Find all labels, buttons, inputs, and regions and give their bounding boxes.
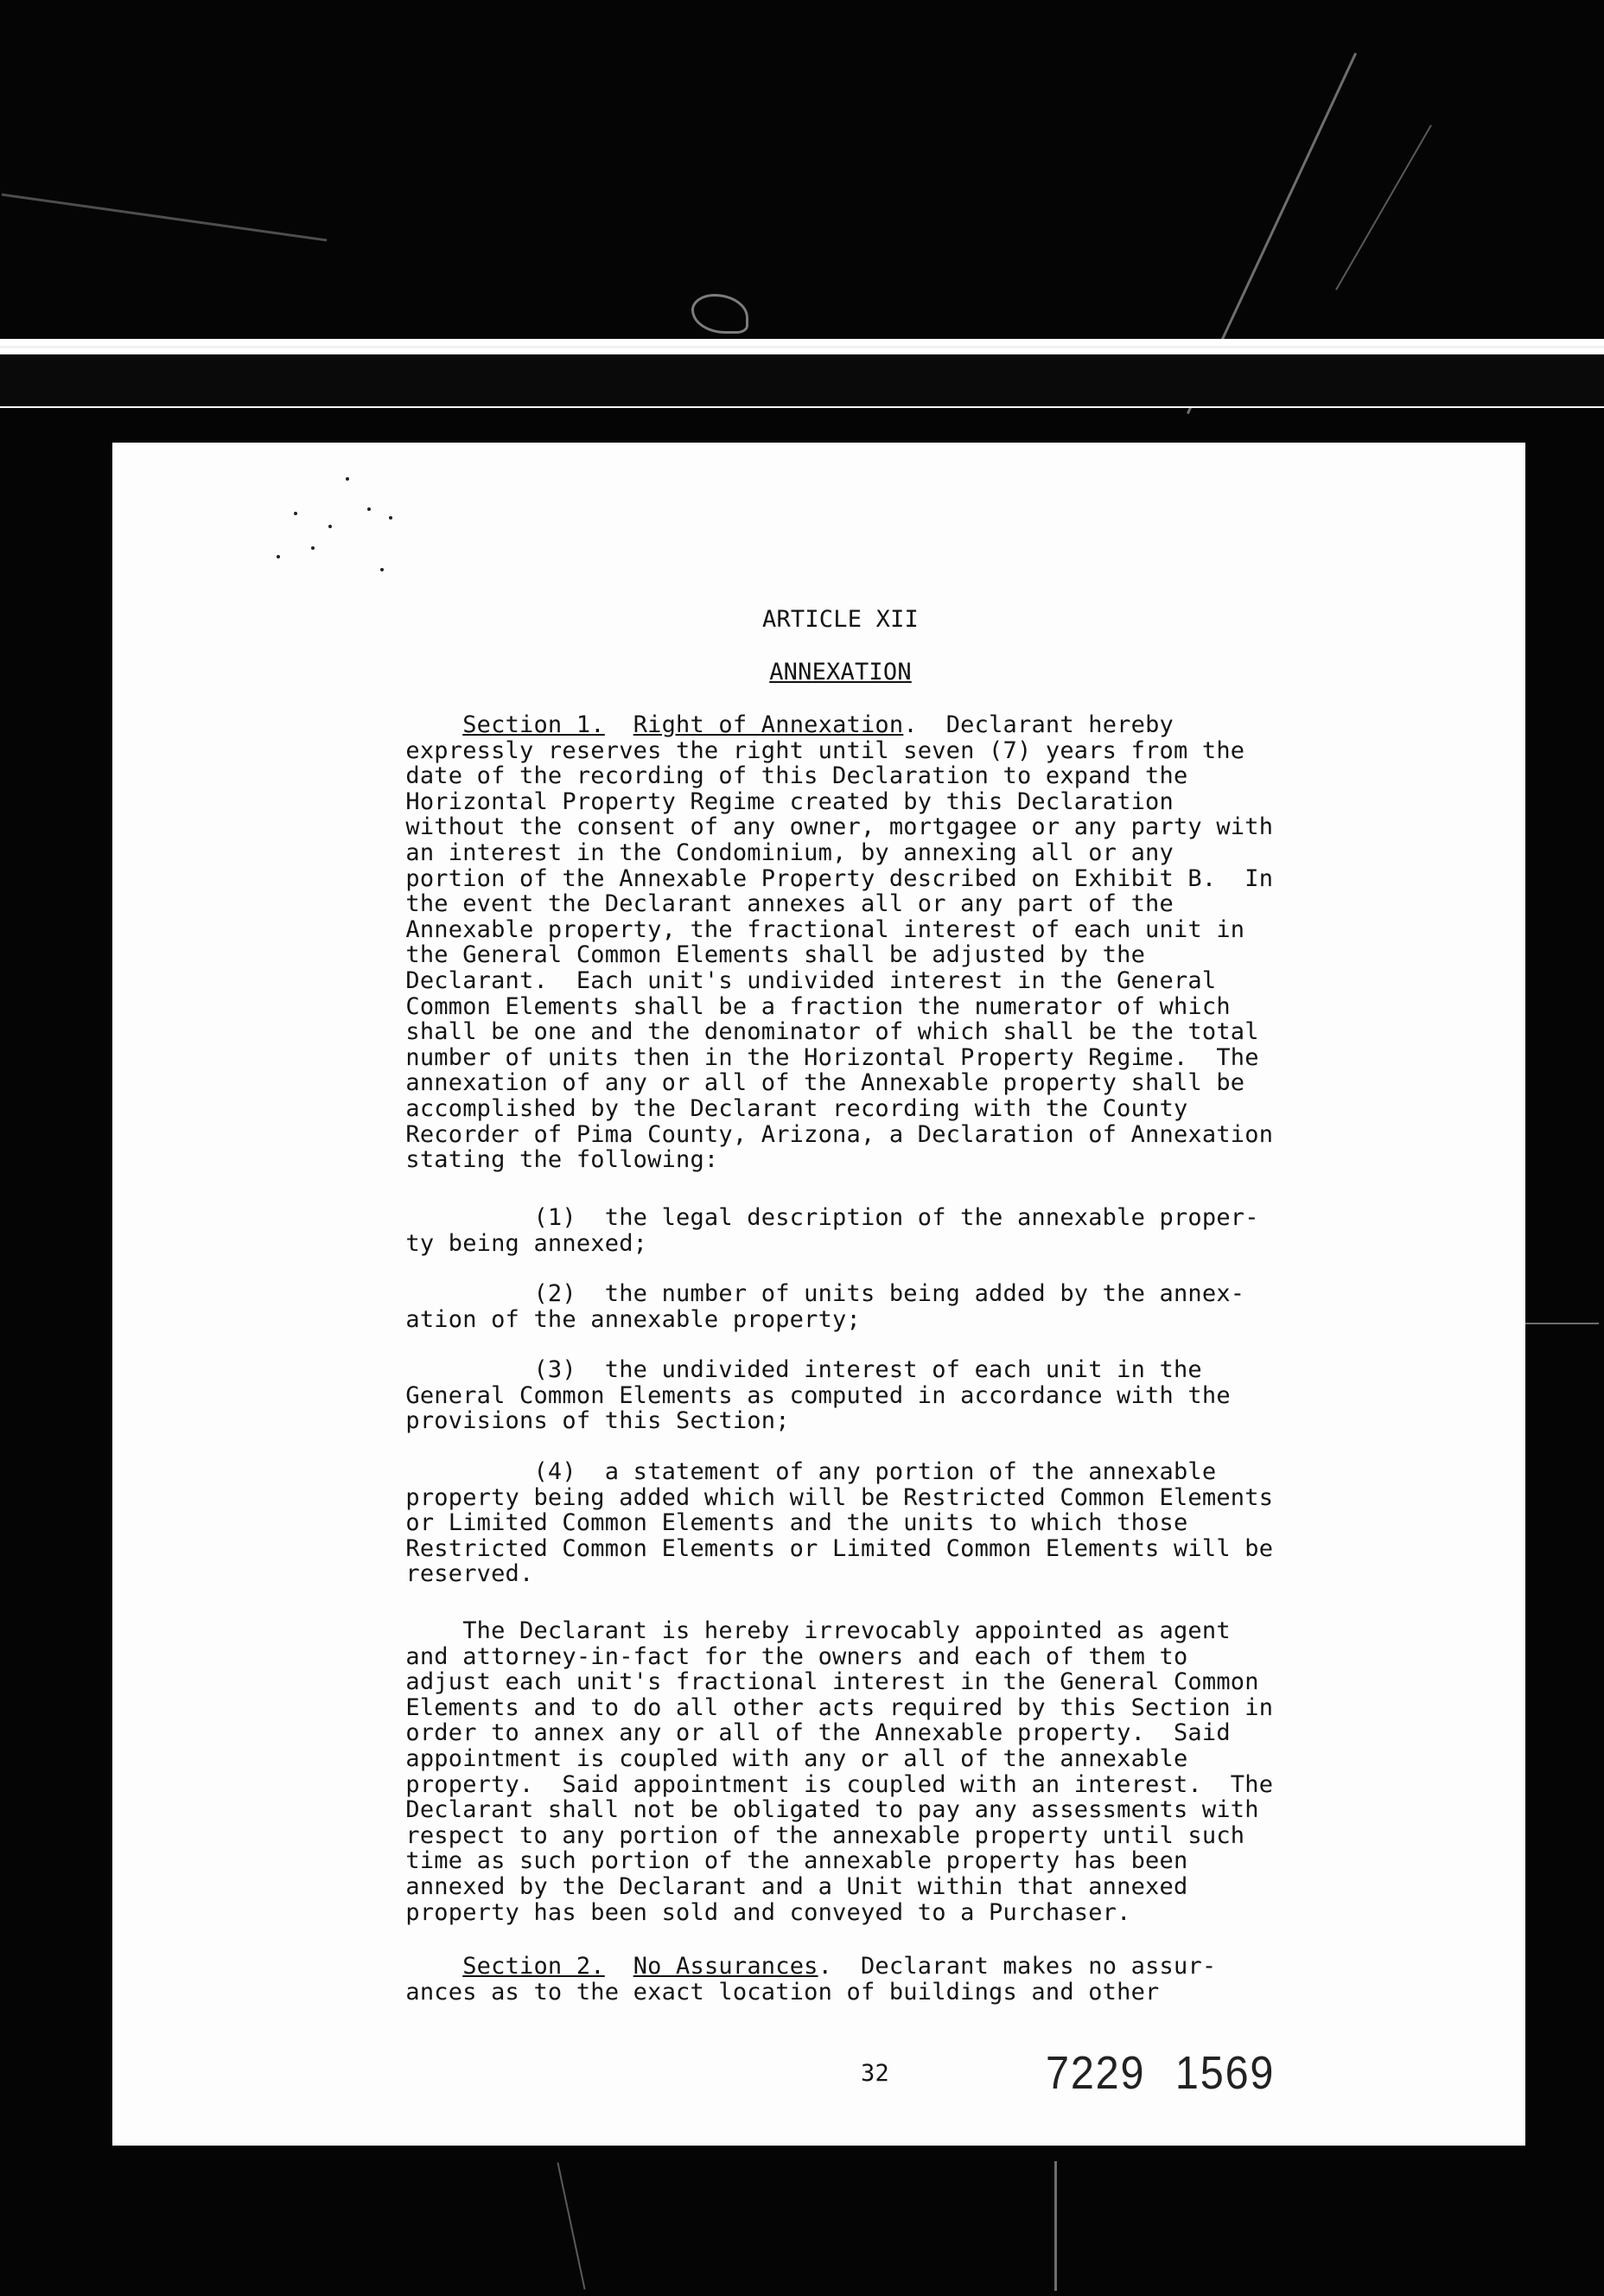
text-line: or Limited Common Elements and the units to which those bbox=[363, 1509, 1188, 1537]
text-line: Common Elements shall be a fraction the numerator of which bbox=[363, 992, 1231, 1020]
list-item bbox=[363, 1205, 1512, 1256]
text-line: accomplished by the Declarant recording with the County bbox=[363, 1094, 1188, 1122]
text-line: an interest in the Condominium, by annexing all or any bbox=[363, 839, 1174, 866]
scan-artifact bbox=[557, 2162, 585, 2289]
text-line: the General Common Elements shall be adjusted by the bbox=[363, 941, 1146, 969]
section-2-line2: ances as to the exact location of buildings and other bbox=[363, 1978, 1160, 2006]
text-line: property has been sold and conveyed to a Purchaser. bbox=[363, 1898, 1131, 1926]
text-line: adjust each unit's fractional interest in the General Common bbox=[363, 1668, 1259, 1696]
agent-paragraph bbox=[363, 1618, 1512, 1925]
section-1-title: Right of Annexation bbox=[633, 711, 904, 738]
text-line: Horizontal Property Regime created by this Declaration bbox=[363, 788, 1174, 815]
section-2-label: Section 2. bbox=[462, 1953, 605, 1980]
text-line: order to annex any or all of the Annexable property. Said bbox=[363, 1719, 1231, 1747]
text-line: the event the Declarant annexes all or any part of the bbox=[363, 890, 1174, 918]
section-1: Section 1. Right of Annexation. Declarant hereby bbox=[462, 711, 1174, 738]
text-line: reserved. bbox=[363, 1560, 534, 1588]
text-line: Recorder of Pima County, Arizona, a Declaration of Annexation bbox=[363, 1120, 1274, 1148]
text-line: Restricted Common Elements or Limited Common Elements will be bbox=[363, 1534, 1274, 1562]
text-line: shall be one and the denominator of which shall be the total bbox=[363, 1018, 1259, 1046]
text-line: number of units then in the Horizontal Property Regime. The bbox=[363, 1043, 1259, 1071]
list-item bbox=[363, 1281, 1512, 1332]
text-line: expressly reserves the right until seven (7) years from the bbox=[363, 737, 1245, 764]
text-line: provisions of this Section; bbox=[363, 1407, 790, 1435]
scan-artifact bbox=[1335, 124, 1432, 290]
section-1-label: Section 1. bbox=[462, 711, 605, 738]
text-line: Annexable property, the fractional interest of each unit in bbox=[363, 915, 1245, 943]
text-line: portion of the Annexable Property described on Exhibit B. In bbox=[363, 864, 1274, 892]
text-line: The Declarant is hereby irrevocably appointed as agent bbox=[363, 1617, 1231, 1644]
text-line: and attorney-in-fact for the owners and each of them to bbox=[363, 1642, 1188, 1670]
text-line: property being added which will be Restricted Common Elements bbox=[363, 1483, 1274, 1511]
text-line: appointment is coupled with any or all of the annexable bbox=[363, 1744, 1188, 1772]
text-line: without the consent of any owner, mortgagee or any party with bbox=[363, 813, 1274, 841]
text-line: Declarant shall not be obligated to pay any assessments with bbox=[363, 1796, 1259, 1824]
text-line: (2) the number of units being added by the annex- bbox=[363, 1280, 1245, 1307]
text-line: General Common Elements as computed in accordance with the bbox=[363, 1381, 1231, 1409]
article-subtitle: ANNEXATION bbox=[769, 659, 912, 686]
list-item bbox=[363, 1459, 1512, 1587]
text-line: (1) the legal description of the annexable proper- bbox=[363, 1204, 1259, 1231]
document-text bbox=[112, 443, 1525, 2146]
text-line: Declarant. Each unit's undivided interest in the General bbox=[363, 966, 1217, 994]
page-number: 32 bbox=[861, 2060, 889, 2087]
text-line: property. Said appointment is coupled with an interest. The bbox=[363, 1770, 1274, 1798]
text-line: ty being annexed; bbox=[363, 1229, 648, 1257]
text-line: time as such portion of the annexable property has been bbox=[363, 1847, 1188, 1875]
scan-artifact bbox=[2, 194, 328, 242]
text-line: ation of the annexable property; bbox=[363, 1305, 861, 1333]
scan-band-line bbox=[0, 346, 1604, 348]
text-line: (3) the undivided interest of each unit in the bbox=[363, 1356, 1202, 1383]
text-line: annexation of any or all of the Annexable property shall be bbox=[363, 1069, 1245, 1097]
scan-artifact bbox=[691, 294, 748, 334]
section-2: Section 2. No Assurances. Declarant makes no assur- bbox=[462, 1953, 1217, 1980]
text-line: Elements and to do all other acts required by this Section in bbox=[363, 1693, 1274, 1721]
recording-stamp: 7229 1569 bbox=[1046, 2047, 1276, 2099]
text-line: respect to any portion of the annexable property until such bbox=[363, 1821, 1245, 1849]
text-line: date of the recording of this Declaration to expand the bbox=[363, 762, 1188, 790]
scan-artifact bbox=[1054, 2161, 1057, 2291]
scan-band-dark bbox=[0, 354, 1604, 406]
section-1-body bbox=[363, 738, 1512, 1173]
text-line: stating the following: bbox=[363, 1146, 719, 1174]
text-line: annexed by the Declarant and a Unit within that annexed bbox=[363, 1872, 1188, 1900]
document-page bbox=[112, 443, 1525, 2146]
text-line: (4) a statement of any portion of the annexable bbox=[363, 1458, 1217, 1485]
section-2-title: No Assurances bbox=[633, 1953, 818, 1980]
list-item bbox=[363, 1357, 1512, 1434]
article-title: ARTICLE XII bbox=[761, 606, 919, 633]
